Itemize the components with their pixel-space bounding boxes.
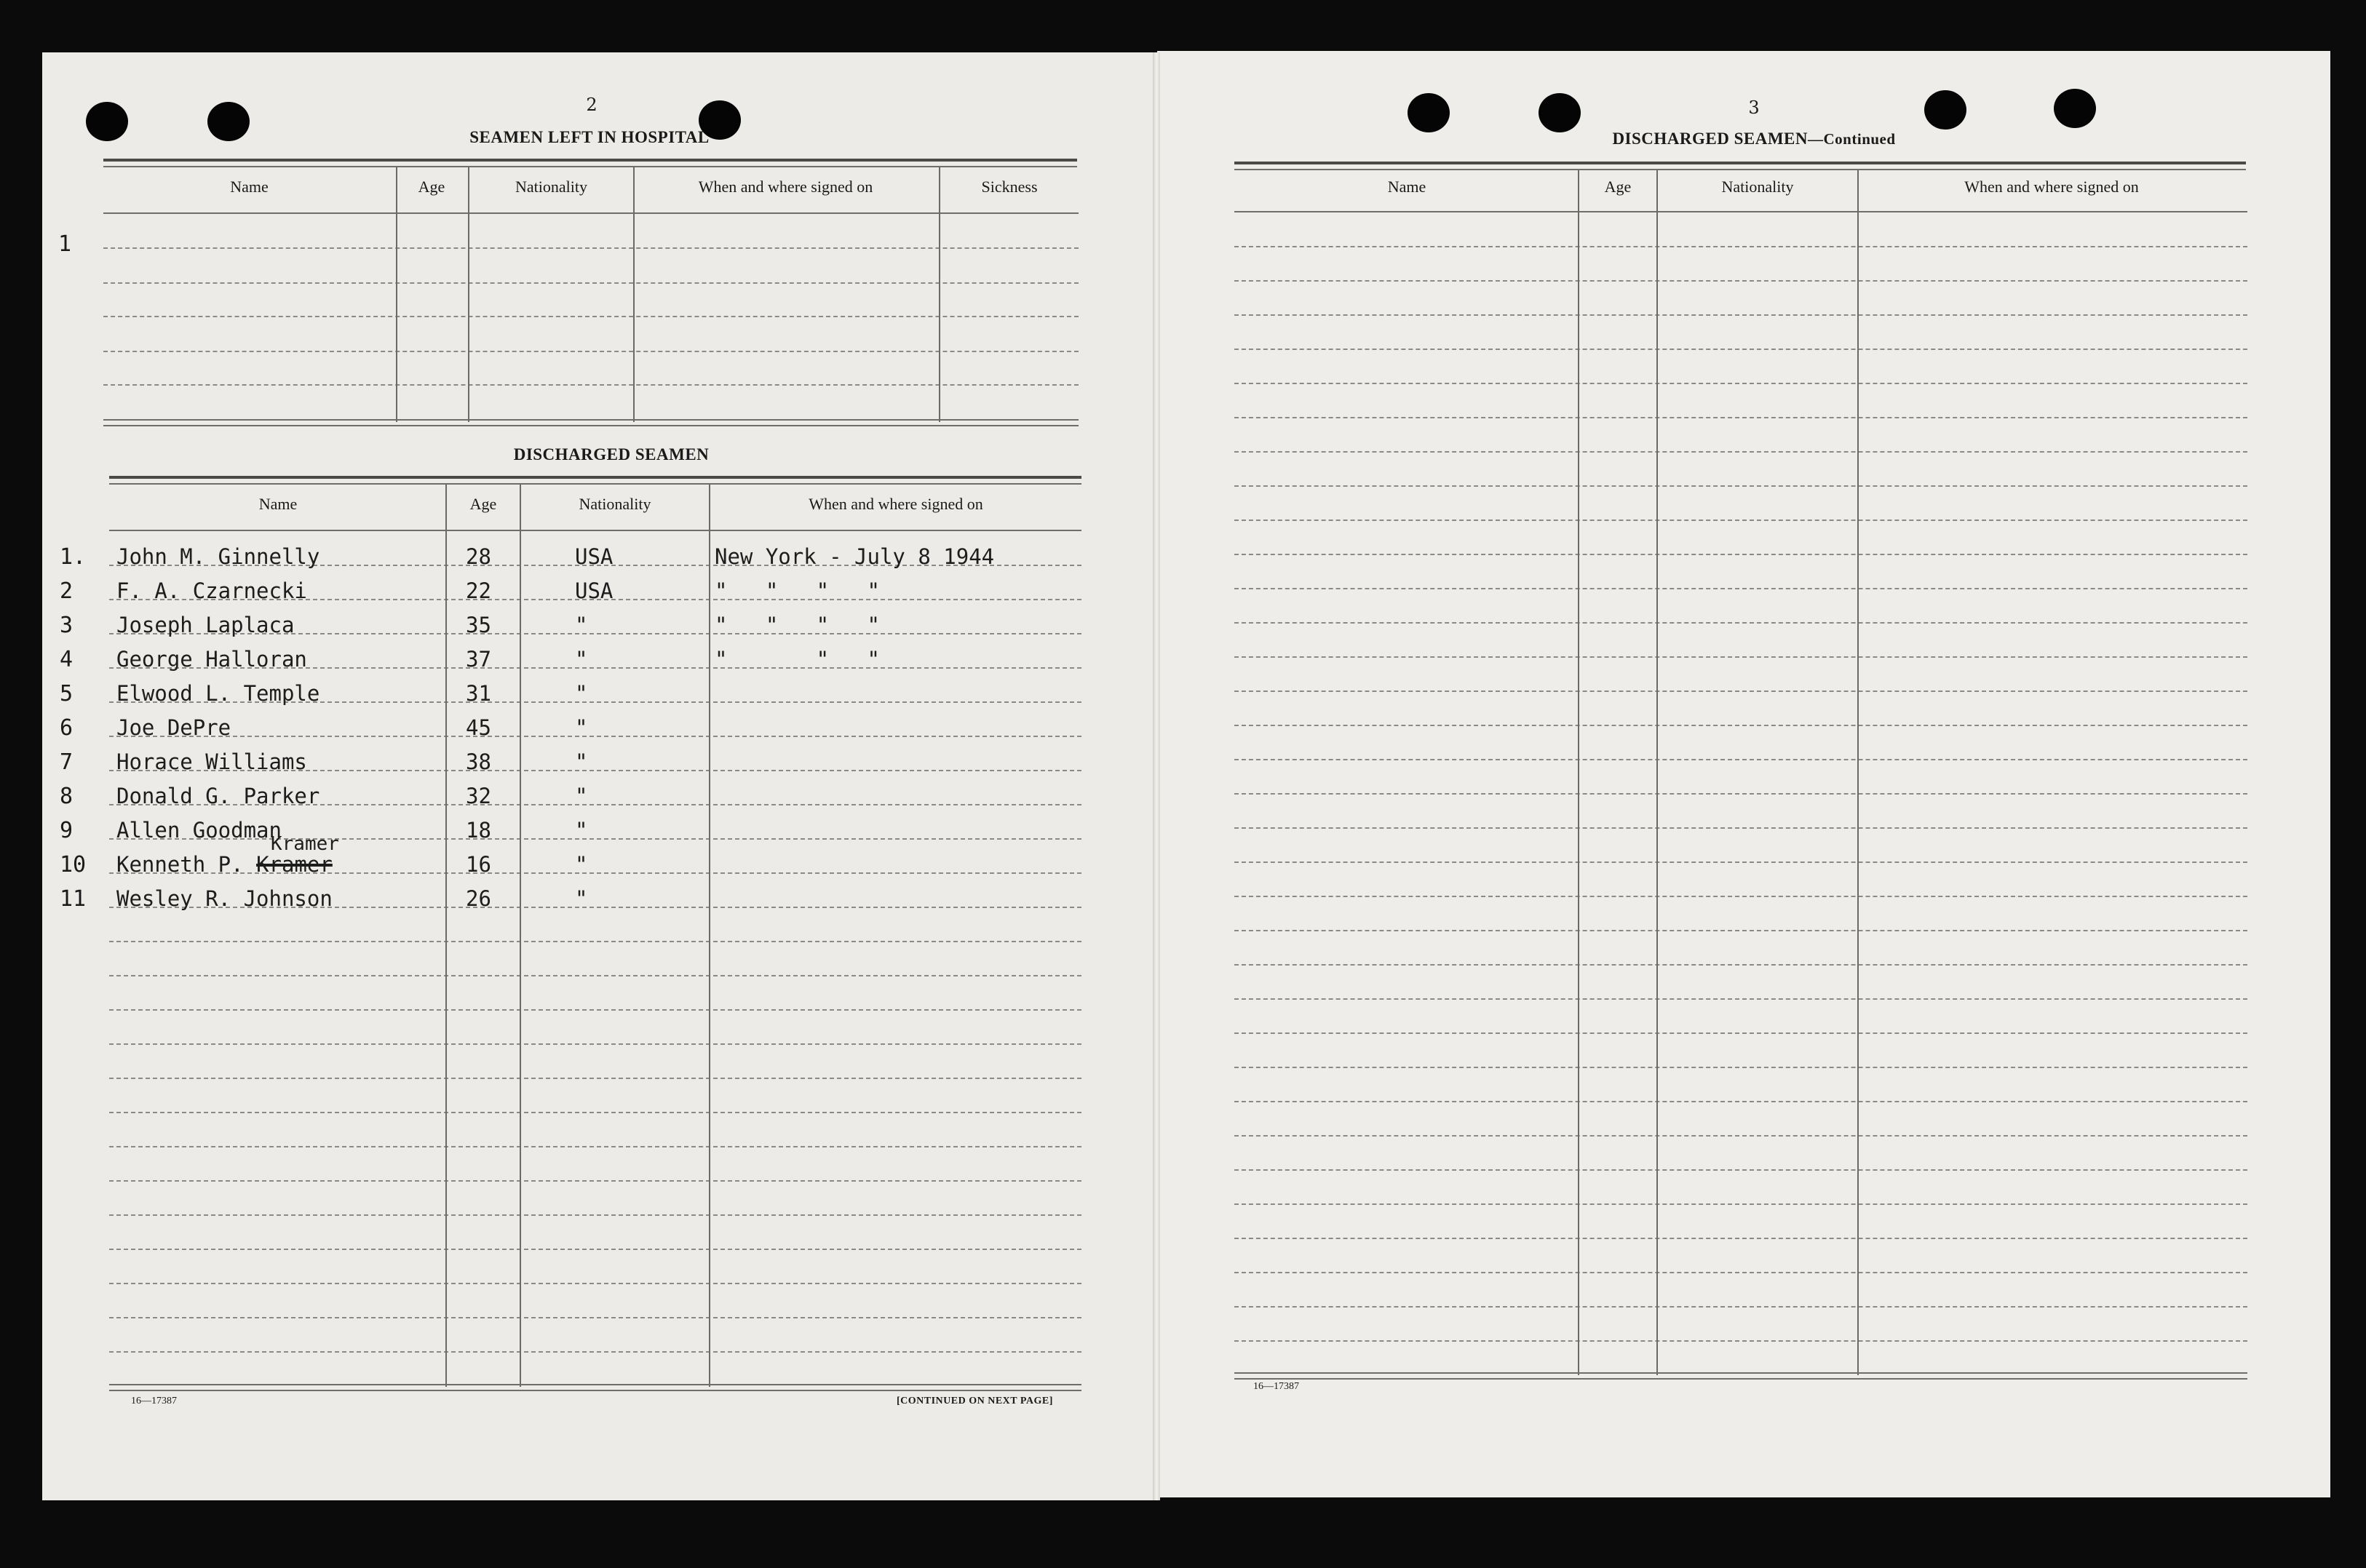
rule [1234,1272,2247,1273]
rule [1234,162,2246,164]
name-text: George Halloran [116,647,307,672]
rule [1234,211,2247,212]
col-divider [520,485,521,1387]
rule [103,159,1077,162]
col-divider [396,167,397,422]
seaman-age: 16 [466,852,491,877]
rule [1234,1101,2247,1102]
name-text: Horace Williams [116,749,307,774]
col-divider [468,167,469,422]
rule [1234,246,2247,247]
row-number: 9 [60,818,74,843]
row-number: 4 [60,647,74,672]
rule [109,483,1081,485]
name-text: Wesley R. Johnson [116,886,333,911]
discharged-col-signed-on: When and where signed on [809,495,983,513]
seaman-nationality: " [575,647,588,672]
surname-correction: Kramer [271,833,339,855]
col-divider [709,485,710,1387]
rule [103,212,1079,214]
seaman-name [116,681,319,706]
seaman-signed-on: " " " [715,647,880,672]
row-number: 2 [60,578,74,604]
rule [109,1180,1081,1182]
continued-col-nationality: Nationality [1721,178,1794,196]
hospital-section-title: SEAMEN LEFT IN HOSPITAL [469,128,710,146]
rule [109,1384,1081,1385]
col-divider [633,167,635,422]
seaman-name [116,852,333,877]
seaman-age: 28 [466,544,491,569]
name-text: Allen Goodman [116,818,282,843]
title-text: DISCHARGED SEAMEN [1612,130,1809,148]
row-number: 5 [60,681,74,707]
discharged-section-title: DISCHARGED SEAMEN [513,445,710,463]
name-text: Elwood L. Temple [116,681,320,706]
hospital-row-number: 1 [58,231,72,257]
rule [103,425,1079,426]
seaman-name [116,784,319,808]
page-number: 2 [586,95,598,115]
seaman-nationality: " [575,886,588,911]
rule [1234,280,2247,282]
rule [103,384,1079,386]
punch-hole [1408,93,1450,132]
punch-hole [207,102,250,141]
seaman-signed-on: " " " " [715,578,880,603]
name-text: Joe DePre [116,715,231,740]
rule [103,351,1079,352]
right-page [1157,51,2330,1497]
page-number: 3 [1748,97,1760,118]
rule [103,247,1079,249]
seaman-name [116,544,319,569]
seaman-name [116,818,282,843]
rule [109,1078,1081,1079]
seaman-nationality: " [575,818,588,843]
col-divider [1578,170,1579,1375]
punch-hole [2054,89,2096,128]
rule [1234,314,2247,316]
seaman-age: 45 [466,715,491,740]
rule [1234,964,2247,966]
rule [109,975,1081,976]
seaman-nationality: " [575,715,588,740]
seaman-age: 35 [466,613,491,637]
rule [103,166,1077,167]
discharged-col-age: Age [469,495,497,513]
seaman-nationality: USA [575,578,614,603]
hospital-col-signed-on: When and where signed on [698,178,873,196]
rule [109,1112,1081,1113]
title-suffix: —Continued [1808,130,1896,148]
discharged-col-nationality: Nationality [579,495,651,513]
seaman-nationality: " [575,613,588,637]
hospital-col-nationality: Nationality [515,178,587,196]
rule [1234,1169,2247,1171]
rule [1234,725,2247,726]
rule [1234,1372,2247,1374]
name-text: Donald G. Parker [116,784,320,808]
rule [109,736,1081,737]
rule [103,316,1079,317]
row-number: 7 [60,749,74,775]
rule [1234,554,2247,555]
rule [1234,1135,2247,1137]
seaman-nationality: " [575,681,588,706]
row-number: 11 [60,886,87,912]
rule [1234,1067,2247,1068]
continued-note: [CONTINUED ON NEXT PAGE] [897,1396,1053,1406]
name-text: Joseph Laplaca [116,613,295,637]
rule [109,1043,1081,1045]
form-number: 16—17387 [1253,1381,1299,1392]
rule [1234,1378,2247,1380]
seaman-age: 18 [466,818,491,843]
row-number: 10 [60,852,87,877]
rule [109,1009,1081,1011]
row-number: 3 [60,613,74,638]
row-number: 1. [60,544,87,570]
rule [1234,793,2247,795]
seaman-age: 37 [466,647,491,672]
rule [109,1214,1081,1216]
rule [1234,417,2247,418]
col-divider [1857,170,1859,1375]
name-text: John M. Ginnelly [116,544,320,569]
rule [109,1351,1081,1353]
rule [109,1146,1081,1147]
seaman-name [116,715,231,740]
seaman-age: 31 [466,681,491,706]
row-number: 8 [60,784,74,809]
rule [1234,827,2247,829]
rule [109,1249,1081,1250]
rule [1234,520,2247,521]
punch-hole [1539,93,1581,132]
rule [1234,1306,2247,1308]
rule [1234,169,2246,170]
seaman-signed-on: " " " " [715,613,880,637]
col-divider [939,167,940,422]
col-divider [1656,170,1658,1375]
rule [1234,451,2247,453]
rule [1234,1340,2247,1342]
struck-surname: Kramer [256,852,333,877]
seaman-age: 22 [466,578,491,603]
seaman-age: 32 [466,784,491,808]
name-text: Kenneth P. [116,852,244,877]
punch-hole [86,102,128,141]
rule [109,1390,1081,1391]
continued-col-age: Age [1604,178,1632,196]
rule [1234,622,2247,624]
rule [1234,930,2247,931]
rule [1234,485,2247,487]
form-number: 16—17387 [131,1396,177,1406]
seaman-signed-on: New York - July 8 1944 [715,544,995,569]
name-text: F. A. Czarnecki [116,578,307,603]
rule [103,419,1079,421]
rule [109,1283,1081,1284]
rule [109,941,1081,942]
hospital-col-name: Name [230,178,269,196]
punch-hole [1924,90,1966,130]
seaman-age: 38 [466,749,491,774]
seaman-age: 26 [466,886,491,911]
rule [1234,1238,2247,1239]
seaman-nationality: " [575,749,588,774]
rule [1234,759,2247,760]
seaman-nationality: USA [575,544,614,569]
seaman-name [116,749,307,774]
discharged-continued-title [1499,130,2009,148]
hospital-col-age: Age [418,178,445,196]
rule [1234,896,2247,897]
col-divider [445,485,447,1387]
rule [1234,1032,2247,1034]
rule [1234,656,2247,658]
rule [1234,861,2247,863]
rule [1234,383,2247,384]
page-fold [1153,52,1160,1500]
seaman-nationality: " [575,852,588,877]
rule [1234,588,2247,589]
rule [109,1317,1081,1318]
continued-col-signed-on: When and where signed on [1964,178,2139,196]
seaman-name [116,578,307,603]
row-number: 6 [60,715,74,741]
seaman-name [116,647,307,672]
seaman-name [116,613,294,637]
rule [1234,691,2247,692]
rule [1234,1203,2247,1205]
rule [103,282,1079,284]
seaman-nationality: " [575,784,588,808]
seaman-name [116,886,333,911]
discharged-col-name: Name [258,495,298,513]
rule [1234,998,2247,1000]
continued-col-name: Name [1387,178,1426,196]
rule [109,530,1081,531]
rule [1234,349,2247,350]
hospital-col-sickness: Sickness [981,178,1038,196]
rule [109,476,1081,479]
